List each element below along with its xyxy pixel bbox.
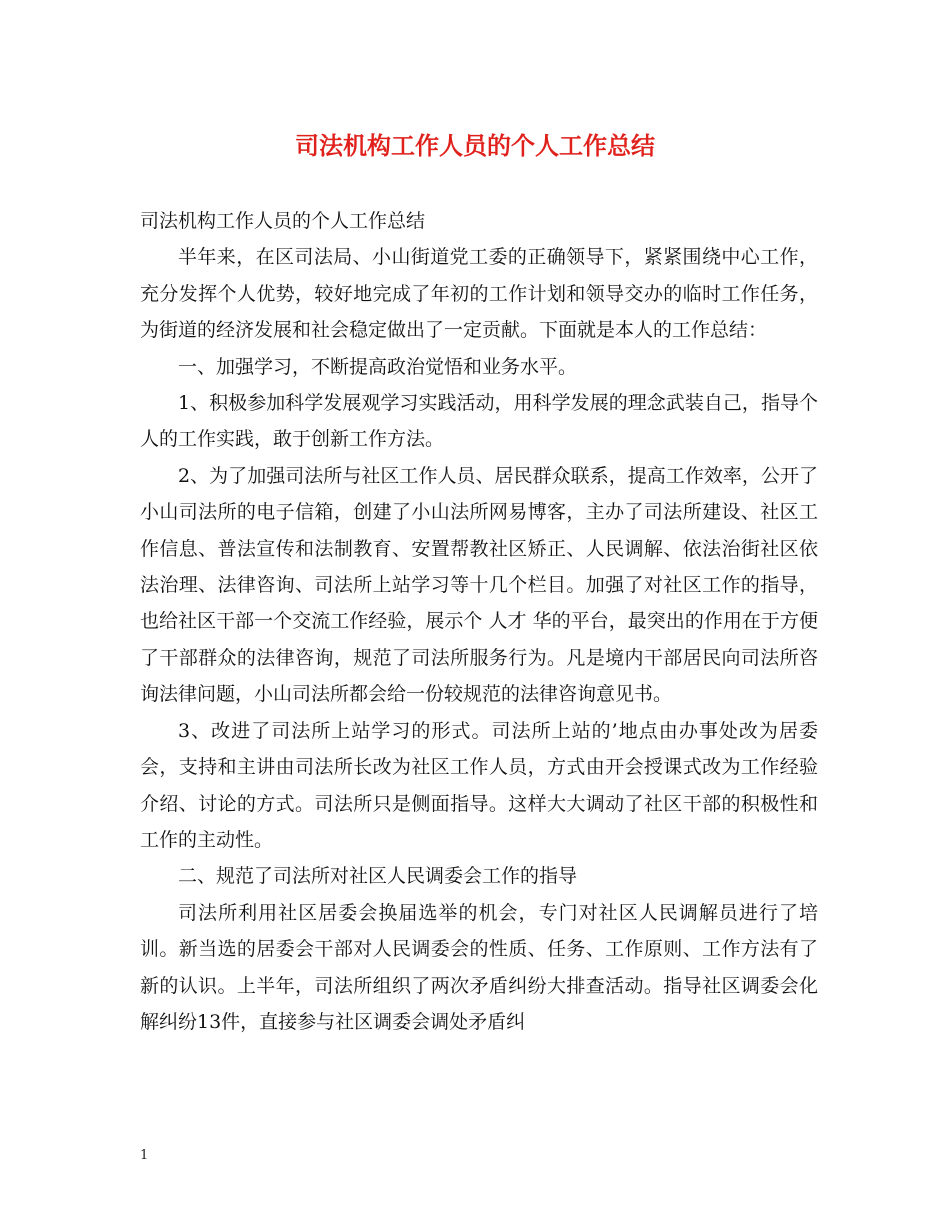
body-paragraph: 1、积极参加科学发展观学习实践活动，用科学发展的理念武装自己，指导个人的工作实践，敢于创新工作方法。 (140, 392, 818, 451)
body-paragraph: 司法机构工作人员的个人工作总结 (140, 210, 426, 232)
page-number: 1 (140, 1148, 149, 1163)
document-body (140, 203, 818, 1040)
body-paragraph: 一、加强学习，不断提高政治觉悟和业务水平。 (178, 355, 578, 378)
body-paragraph: 司法所利用社区居委会换届选举的机会，专门对社区人民调解员进行了培训。新当选的居委会干部对人民调委会的性质、任务、工作原则、工作方法有了新的认识。上半年，司法所组织了两次矛盾纠纷大排查活动。指导社区调委会化解纠纷13件，直接参与社区调委会调处矛盾纠 (140, 901, 818, 1033)
document-title: 司法机构工作人员的个人工作总结 (295, 132, 655, 160)
body-paragraph: 二、规范了司法所对社区人民调委会工作的指导 (178, 865, 578, 888)
body-paragraph: 半年来，在区司法局、小山街道党工委的正确领导下，紧紧围绕中心工作，充分发挥个人优势，较好地完成了年初的工作计划和领导交办的临时工作任务，为街道的经济发展和社会稳定做出了一定贡献。下面就是本人的工作总结： (140, 246, 818, 342)
body-paragraph: 2、为了加强司法所与社区工作人员、居民群众联系，提高工作效率，公开了小山司法所的电子信箱，创建了小山法所网易博客，主办了司法所建设、社区工作信息、普法宣传和法制教育、安置帮教社区矫正、人民调解、依法治街社区依法治理、法律咨询、司法所上站学习等十几个栏目。加强了对社区工作的指导，也给社区干部一个交流工作经验，展示个 人才 华的平台，最突出的作用在于方便了干部群众的法律咨询，规范了司法所服务行为。凡是境内干部居民向司法所咨询法律问题，小山司法所都会给一份较规范的法律咨询意见书。 (140, 464, 818, 706)
body-paragraph: 3、改进了司法所上站学习的形式。司法所上站的’地点由办事处改为居委会，支持和主讲由司法所长改为社区工作人员，方式由开会授课式改为工作经验介绍、讨论的方式。司法所只是侧面指导。这样大大调动了社区干部的积极性和工作的主动性。 (140, 719, 818, 851)
